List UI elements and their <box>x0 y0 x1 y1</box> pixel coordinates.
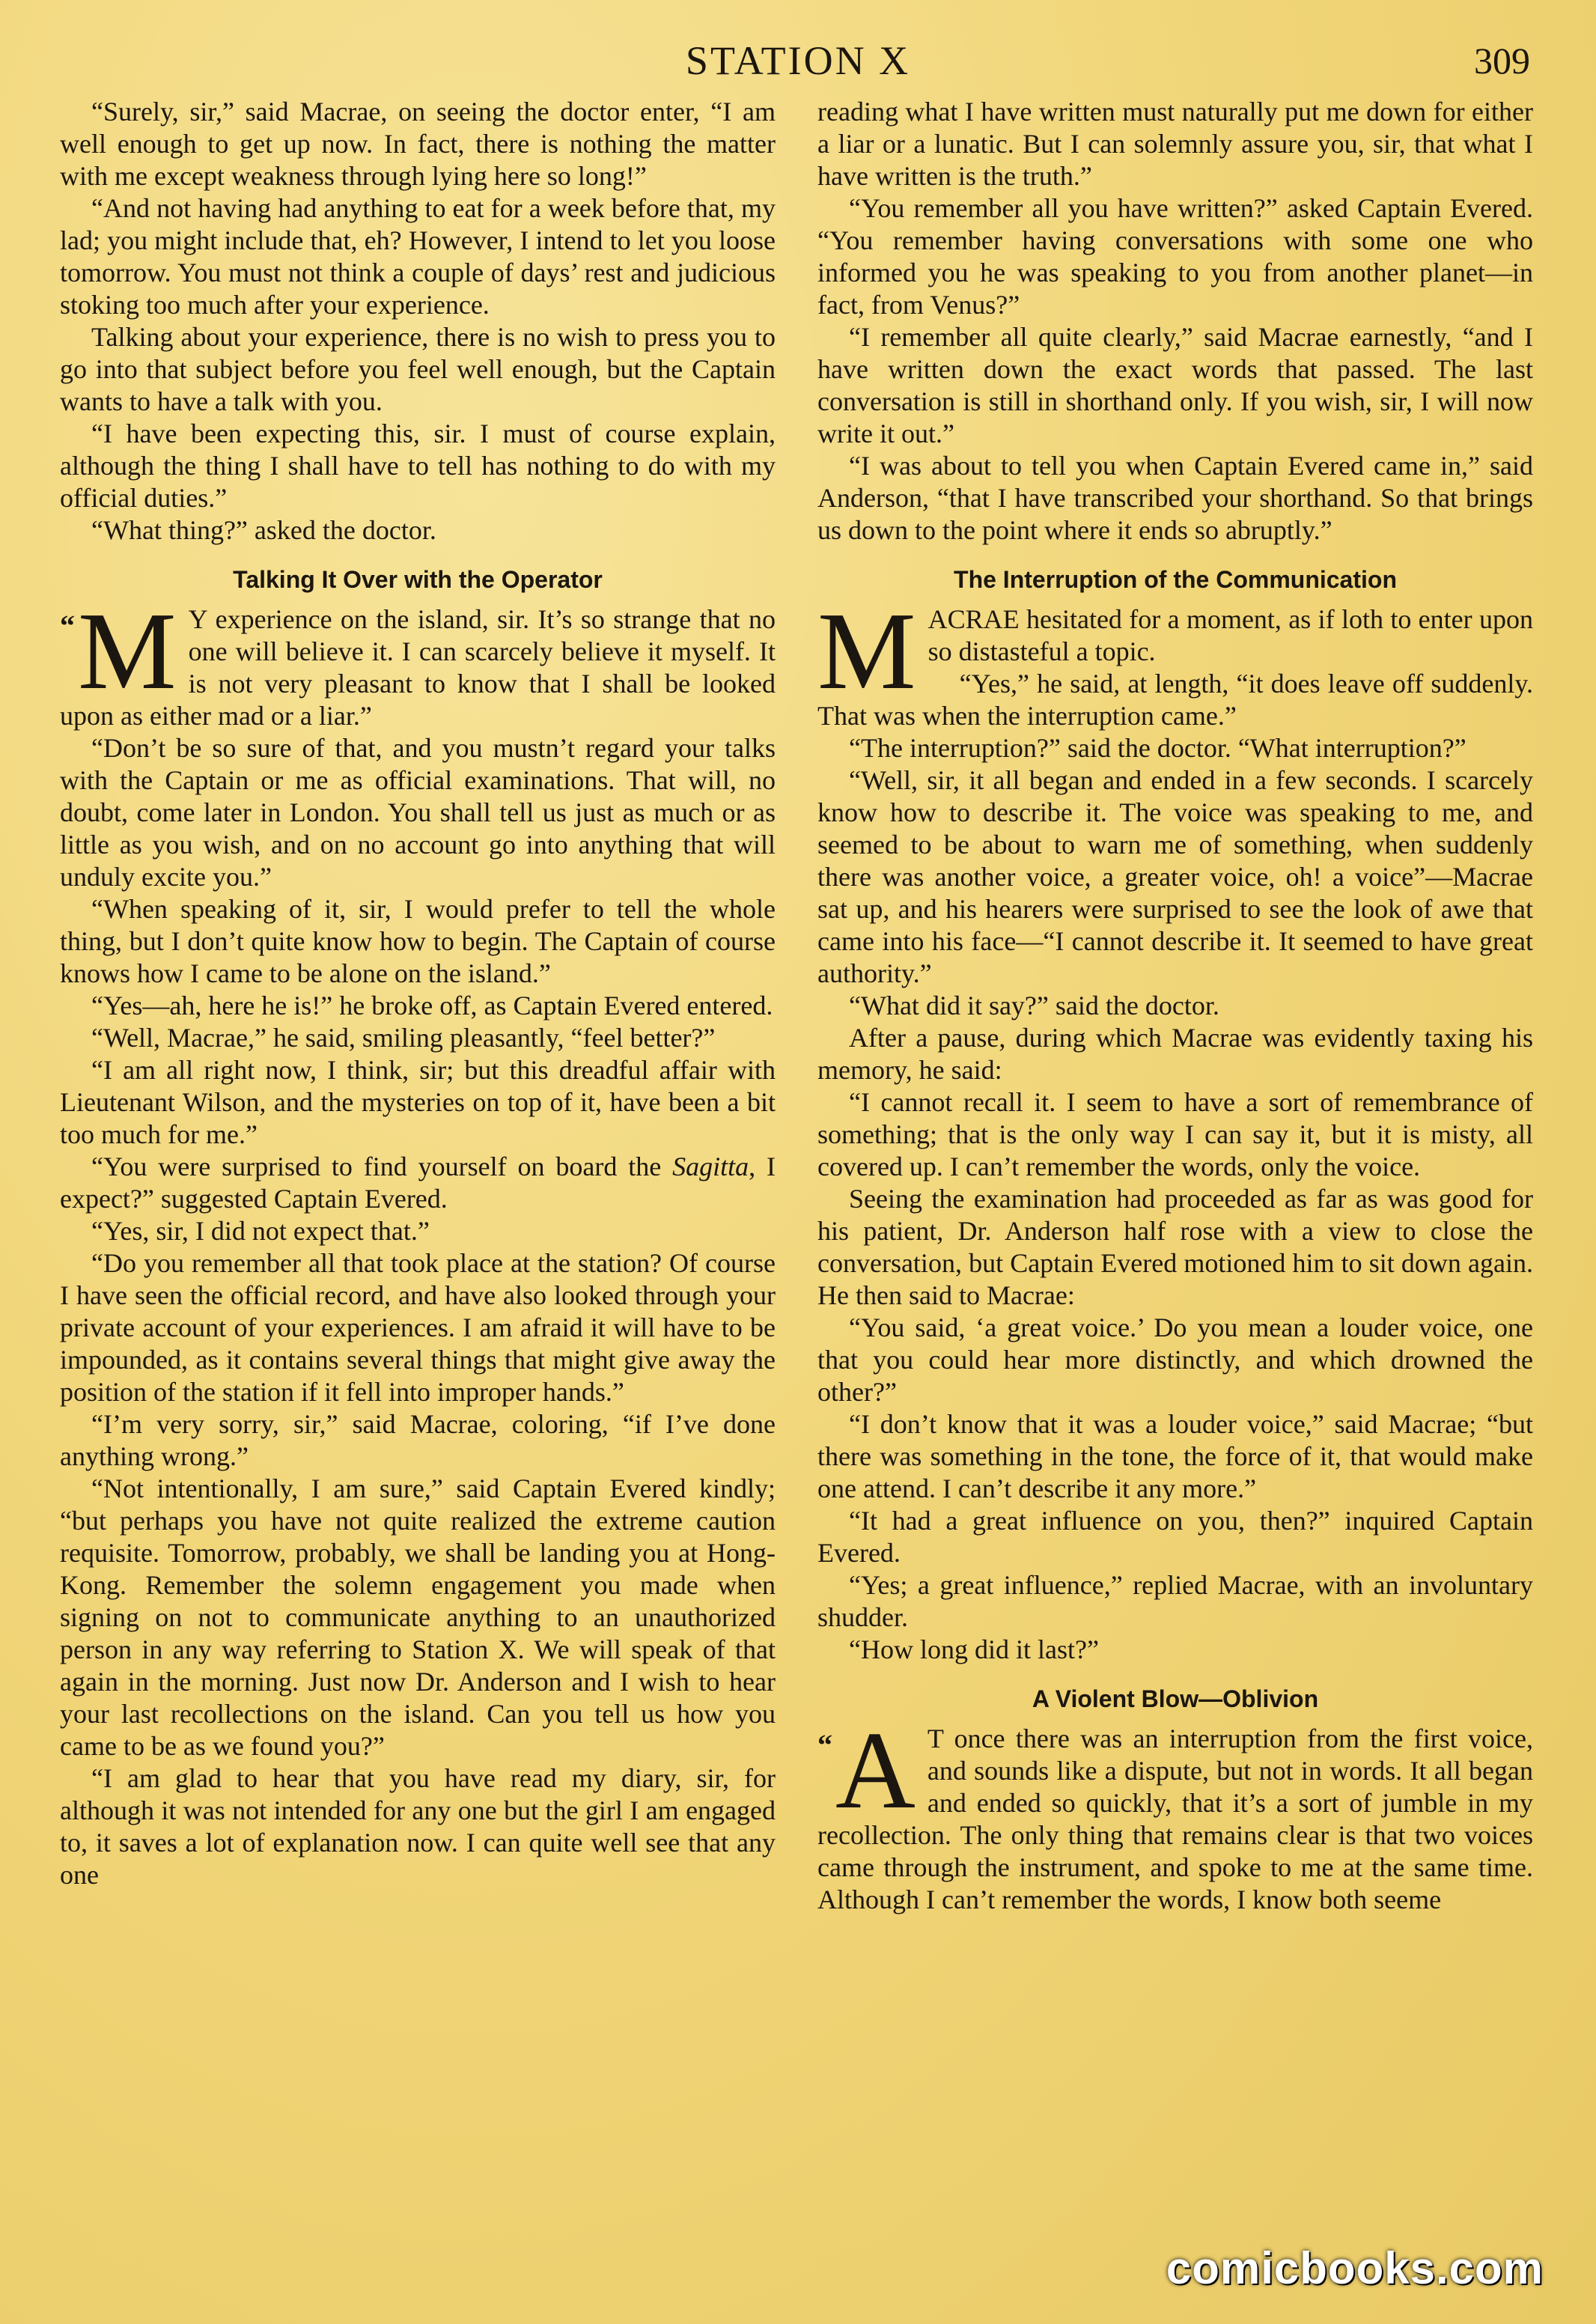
paragraph: “How long did it last?” <box>849 1634 1099 1664</box>
open-quote-mark: “ <box>60 609 75 642</box>
paragraph: “I am glad to hear that you have read my diary, sir, for although it was not intended for any one but the girl I am engaged to, it saves a lot of explanation now. I can quite well see that any one <box>60 1763 776 1890</box>
drop-cap: A <box>835 1709 916 1832</box>
right-column <box>817 96 1533 1916</box>
paragraph: “What thing?” asked the doctor. <box>91 515 436 545</box>
paragraph: “You remember all you have written?” asked Captain Evered. “You remember having conversations with some one who informed you he was speaking to you from another planet—in fact, from Venus?” <box>817 193 1533 320</box>
paragraph-text: Y experience on the island, sir. It’s so strange that no one will believe it. I can scarcely believe it myself. It is not very pleasant to know that I shall be looked upon as either mad or a liar.” <box>60 604 776 731</box>
paragraph <box>60 1151 776 1215</box>
paragraph: “The interruption?” said the doctor. “What interruption?” <box>849 733 1466 763</box>
paragraph: reading what I have written must naturally put me down for either a liar or a lunatic. But I can solemnly assure you, sir, that what I have written is the truth.” <box>817 97 1533 191</box>
paragraph-text: , I expect?” suggested Captain Evered. <box>60 1152 776 1214</box>
paragraph-text: ACRAE hesitated for a moment, as if loth to enter upon so distasteful a topic. <box>928 604 1533 666</box>
paragraph: After a pause, during which Macrae was evidently taxing his memory, he said: <box>817 1023 1533 1085</box>
ship-name: Sagitta <box>672 1152 749 1181</box>
running-head <box>0 34 1596 87</box>
paragraph: Talking about your experience, there is no wish to press you to go into that subject before you feel well enough, but the Captain wants to have a talk with you. <box>60 322 776 416</box>
paragraph: “I’m very sorry, sir,” said Macrae, coloring, “if I’ve done anything wrong.” <box>60 1409 776 1471</box>
paragraph: “Well, sir, it all began and ended in a few seconds. I scarcely know how to describe it. The voice was speaking to me, and seemed to be about to warn me of something, when suddenly there was another voice, a greater voice, oh! a voice”—Macrae sat up, and his hearers were surprised to see the look of awe that came into his face—“I cannot describe it. It seemed to have great authority.” <box>817 765 1533 988</box>
paragraph: “Yes; a great influence,” replied Macrae, with an involuntary shudder. <box>817 1570 1533 1632</box>
paragraph: Seeing the examination had proceeded as far as was good for his patient, Dr. Anderson half rose with a view to close the conversation, but Captain Evered motioned him to sit down again. He then said to Macrae: <box>817 1184 1533 1310</box>
paragraph: “I cannot recall it. I seem to have a sort of remembrance of something; that is the only way I can say it, but it is misty, all covered up. I can’t remember the words, only the voice. <box>817 1087 1533 1181</box>
running-title: STATION X <box>685 38 911 83</box>
open-quote-mark: “ <box>817 1728 832 1762</box>
paragraph: “Well, Macrae,” he said, smiling pleasantly, “feel better?” <box>91 1023 716 1053</box>
paragraph: “When speaking of it, sir, I would prefer to tell the whole thing, but I don’t quite know how to begin. The Captain of course knows how I came to be alone on the island.” <box>60 894 776 988</box>
paragraph: “You said, ‘a great voice.’ Do you mean a louder voice, one that you could hear more distinctly, and which drowned the other?” <box>817 1312 1533 1407</box>
page-number: 309 <box>1474 40 1530 82</box>
paragraph: “I don’t know that it was a louder voice,” said Macrae; “but there was something in the tone, the force of it, that would make one attend. I can’t describe it any more.” <box>817 1409 1533 1503</box>
drop-cap: M <box>817 590 916 713</box>
paragraph: “Not intentionally, I am sure,” said Captain Evered kindly; “but perhaps you have not quite realized the extreme caution requisite. Tomorrow, probably, we shall be landing you at Hong-Kong. Remember the solemn engagement you made when signing on not to communicate anything to an unauthorized person in any way referring to Station X. We will speak of that again in the morning. Just now Dr. Anderson and I wish to hear your last recollections on the island. Can you tell us how you came to be as we found you?” <box>60 1473 776 1761</box>
paragraph: “Don’t be so sure of that, and you mustn’t regard your talks with the Captain or me as official examinations. That will, no doubt, come later in London. You shall tell us just as much or as little as you wish, and on no account go into anything that will unduly excite you.” <box>60 733 776 892</box>
section-heading: A Violent Blow—Oblivion <box>1032 1685 1319 1712</box>
paragraph: “And not having had anything to eat for a week before that, my lad; you might include that, eh? However, I intend to let you loose tomorrow. You must not think a couple of days’ rest and judicious stoking too much after your experience. <box>60 193 776 320</box>
left-column <box>60 96 776 1891</box>
dropcap-paragraph <box>817 1709 1533 1916</box>
paragraph: “I remember all quite clearly,” said Macrae earnestly, “and I have written down the exact words that passed. The last conversation is still in shorthand only. If you wish, sir, I will now write it out.” <box>817 322 1533 448</box>
paragraph: “I have been expecting this, sir. I must of course explain, although the thing I shall have to tell has nothing to do with my official duties.” <box>60 419 776 513</box>
watermark: comicbooks.com <box>1166 2243 1544 2293</box>
paragraph: “It had a great influence on you, then?” inquired Captain Evered. <box>817 1506 1533 1568</box>
dropcap-paragraph <box>60 590 776 732</box>
paragraph: “Yes,” he said, at length, “it does leave off suddenly. That was when the interruption came.” <box>817 669 1533 731</box>
paragraph: “Surely, sir,” said Macrae, on seeing the doctor enter, “I am well enough to get up now. In fact, there is nothing the matter with me except weakness through lying here so long!” <box>60 97 776 191</box>
paragraph: “Yes, sir, I did not expect that.” <box>91 1216 430 1246</box>
paragraph-text: T once there was an interruption from the first voice, and sounds like a dispute, but not in words. It all began and ended so quickly, that it’s a sort of jumble in my recollection. The only thing that remains clear is that two voices came through the instrument, and spoke to me at the same time. Although I can’t remember the words, I know both seeme <box>817 1724 1533 1914</box>
section-heading: Talking It Over with the Operator <box>233 566 603 593</box>
drop-cap: M <box>78 590 177 713</box>
paragraph: “Yes—ah, here he is!” he broke off, as Captain Evered entered. <box>91 991 773 1020</box>
section-heading: The Interruption of the Communication <box>954 566 1397 593</box>
paragraph: “Do you remember all that took place at the station? Of course I have seen the official record, and have also looked through your private account of your experiences. I am afraid it will have to be impounded, as it contains several things that might give away the position of the station if it fell into improper hands.” <box>60 1248 776 1407</box>
paragraph: “I am all right now, I think, sir; but this dreadful affair with Lieutenant Wilson, and the mysteries on top of it, have been a bit too much for me.” <box>60 1055 776 1149</box>
paragraph-text: “You were surprised to find yourself on board the <box>91 1152 673 1181</box>
paragraph: “What did it say?” said the doctor. <box>849 991 1219 1020</box>
paragraph: “I was about to tell you when Captain Evered came in,” said Anderson, “that I have transcribed your shorthand. So that brings us down to the point where it ends so abruptly.” <box>817 451 1533 545</box>
